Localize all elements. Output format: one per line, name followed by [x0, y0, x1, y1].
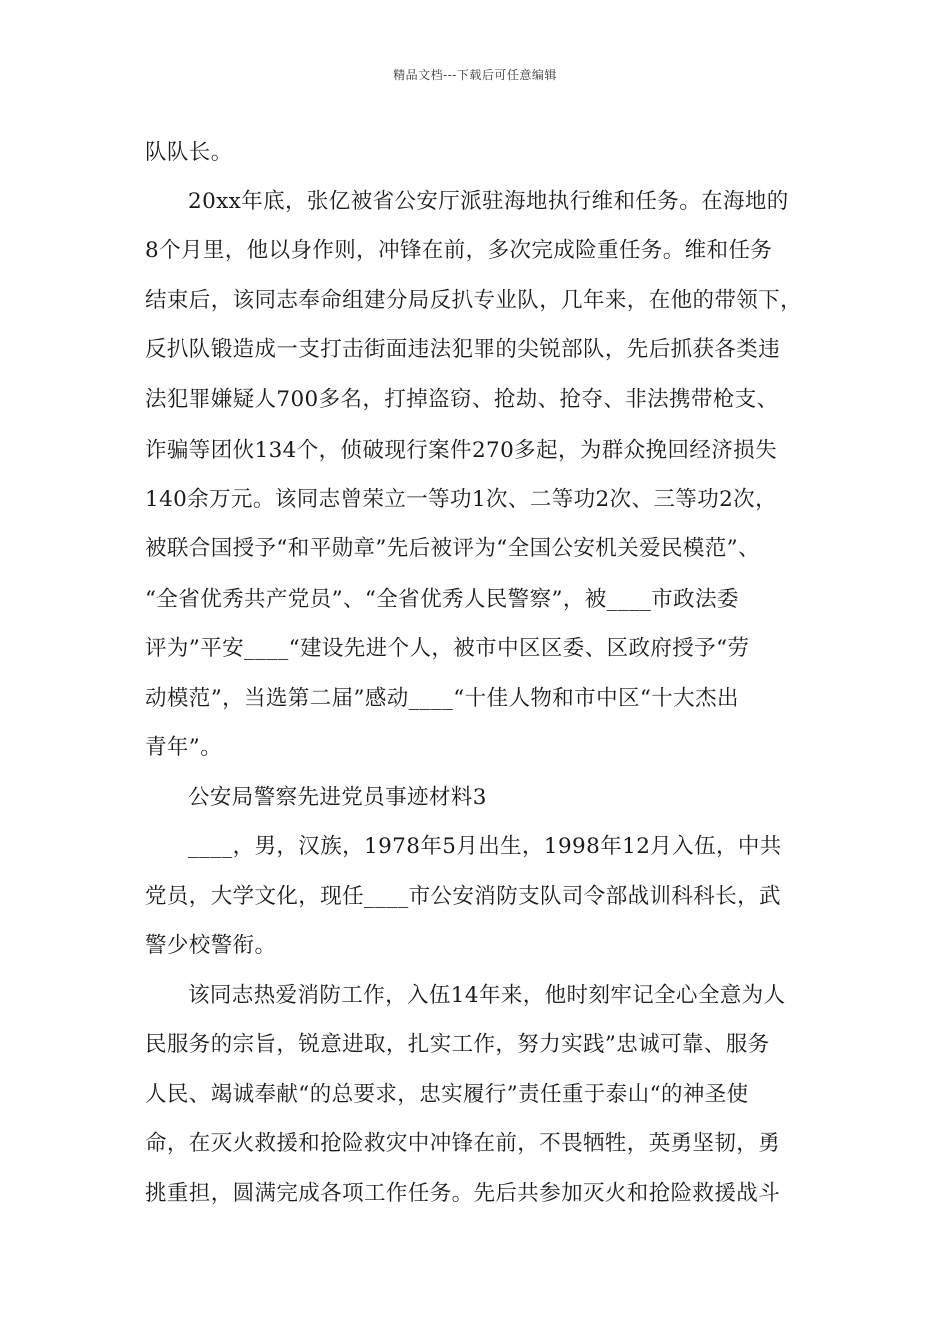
paragraph-line: 20xx年底，张亿被省公安厅派驻海地执行维和任务。在海地的 — [188, 189, 789, 214]
paragraph-line: 人民、竭诚奉献“的总要求，忠实履行”责任重于泰山“的神圣使 — [145, 1082, 749, 1107]
page-header: 精品文档---下载后可任意编辑 — [393, 68, 557, 82]
paragraph-line: 命，在灭火救援和抢险救灾中冲锋在前，不畏牺牲，英勇坚韧，勇 — [145, 1131, 781, 1156]
paragraph-line: 党员，大学文化，现任____市公安消防支队司令部战训科科长，武 — [145, 884, 781, 909]
paragraph-line: 评为”平安____“建设先进个人，被市中区区委、区政府授予“劳 — [145, 636, 750, 661]
paragraph-line: “全省优秀共产党员”、“全省优秀人民警察”，被____市政法委 — [145, 587, 739, 612]
paragraph-line: 诈骗等团伙134个，侦破现行案件270多起，为群众挽回经济损失 — [145, 438, 777, 463]
paragraph-line: 该同志热爱消防工作，入伍14年来，他时刻牢记全心全意为人 — [188, 983, 786, 1008]
paragraph-line: 动模范”，当选第二届”感动____“十佳人物和市中区“十大杰出 — [145, 686, 739, 711]
paragraph-line: 140余万元。该同志曾荣立一等功1次、二等功2次、三等功2次， — [145, 487, 777, 512]
paragraph-line: 被联合国授予“和平勋章”先后被评为“全国公安机关爱民模范”、 — [145, 536, 760, 561]
paragraph-line: 8个月里，他以身作则，冲锋在前，多次完成险重任务。维和任务 — [145, 238, 773, 263]
paragraph-line: 反扒队锻造成一支打击街面违法犯罪的尖锐部队，先后抓获各类违 — [145, 337, 781, 362]
paragraph-line: 法犯罪嫌疑人700多名，打掉盗窃、抢劫、抢夺、非法携带枪支、 — [145, 387, 779, 412]
paragraph-line: 民服务的宗旨，锐意进取，扎实工作，努力实践”忠诚可靠、服务 — [145, 1032, 770, 1057]
section-heading: 公安局警察先进党员事迹材料3 — [188, 785, 487, 810]
paragraph-line: 结束后，该同志奉命组建分局反扒专业队，几年来，在他的带领下， — [145, 288, 803, 313]
paragraph-line: 队队长。 — [145, 140, 233, 165]
paragraph-line: 青年”。 — [145, 735, 223, 760]
paragraph-line: 警少校警衔。 — [145, 933, 277, 958]
paragraph-line: 挑重担，圆满完成各项工作任务。先后共参加灭火和抢险救援战斗 — [145, 1181, 781, 1206]
paragraph-line: ____，男，汉族，1978年5月出生，1998年12月入伍，中共 — [188, 834, 782, 859]
